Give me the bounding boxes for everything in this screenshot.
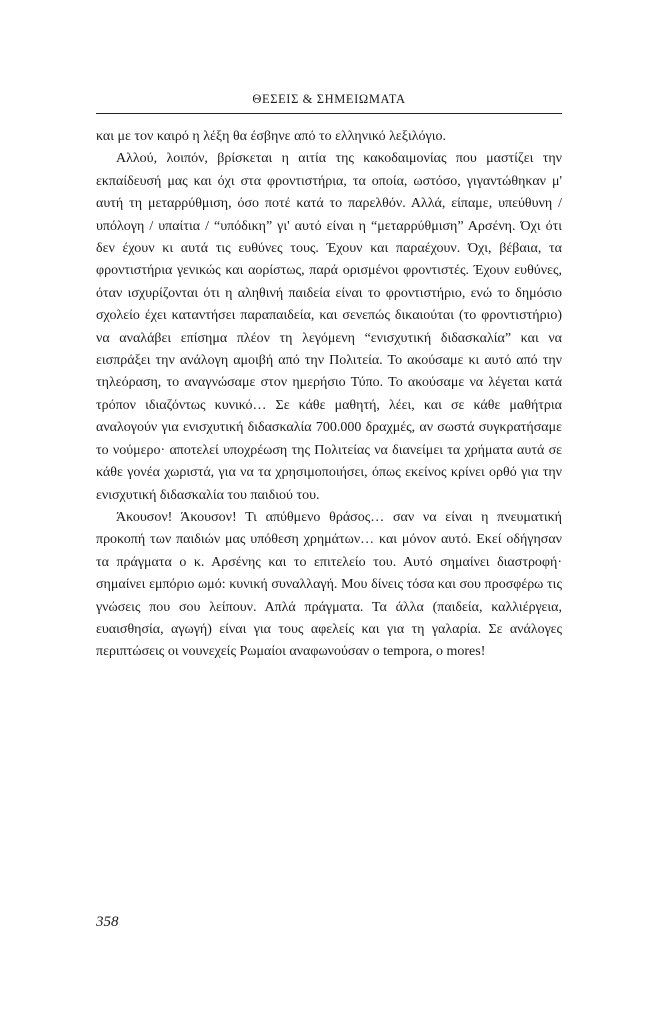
body-text	[96, 126, 562, 664]
page-number: 358	[96, 914, 119, 930]
paragraph: Άκουσον! Άκουσον! Τι απύθμενο θράσος… σαν να είναι η πνευματική προκοπή των παιδιών μας υπόθεση χρημάτων… και μόνον αυτό. Εκεί οδήγησαν τα πράγματα ο κ. Αρσένης και το επιτελείο του. Αυτό σημαίνει διαστροφή· σημαίνει εμπόριο ωμό: κυνική συναλλαγή. Μου δίνεις τόσα και σου προσφέρω τις γνώσεις που σου λείπουν. Απλά πράγματα. Τα άλλα (παιδεία, καλλιέργεια, ευαισθησία, αγωγή) είναι για τους αφελείς και για τη γαλαρία. Σε ανάλογες περιπτώσεις οι νουνεχείς Ρωμαίοι αναφωνούσαν o tempora, o mores!	[96, 509, 562, 660]
paragraph-continuation: και με τον καιρό η λέξη θα έσβηνε από το ελληνικό λεξιλόγιο.	[96, 129, 447, 144]
running-header-title: ΘΕΣΕΙΣ & ΣΗΜΕΙΩΜΑΤΑ	[252, 92, 406, 106]
header-rule	[96, 113, 562, 114]
paragraph: Αλλού, λοιπόν, βρίσκεται η αιτία της κακοδαιμονίας που μαστίζει την εκπαίδευσή μας και όχι στα φροντιστήρια, τα οποία, ωστόσο, γιγαντώθηκαν μ' αυτή τη μεταρρύθμιση, όσο ποτέ κατά το παρελθόν. Αλλά, είπαμε, υπεύθυνη / υπόλογη / υπαίτια / “υπόδικη” γι' αυτό είναι η “μεταρρύθμιση” Αρσένη. Όχι ότι δεν έχουν κι αυτά τις ευθύνες τους. Έχουν και παραέχουν. Όχι, βέβαια, τα φροντιστήρια γενικώς και αορίστως, παρά ορισμένοι φροντιστές. Έχουν ευθύνες, όταν ισχυρίζονται ότι η αληθινή παιδεία είναι το φροντιστήριο, ενώ το δημόσιο σχολείο έχει καταντήσει παραπαιδεία, και σενεπώς δικαιούται (το φροντιστήριο) να αναλάβει επίσημα πλέον τη λεγόμενη “ενισχυτική διδασκαλία” και να εισπράξει την ανάλογη αμοιβή από την Πολιτεία. Το ακούσαμε κι αυτό από την τηλεόραση, το αναγνώσαμε στον ημερήσιο Τύπο. Το ακούσαμε να λέγεται κατά τρόπον ιδιαζόντως κυνικό… Σε κάθε μαθητή, λέει, και σε κάθε μαθήτρια αναλογούν για ενισχυτική διδασκαλία 700.000 δραχμές, αν σωστά συγκρατήσαμε το νούμερο· αποτελεί υποχρέωση της Πολιτείας να διανείμει τα χρήματα αυτά σε κάθε γονέα χωριστά, για να τα χρησιμοποιήσει, όπως εκείνος κρίνει ορθό για την ενισχυτική διδασκαλία του παιδιού του.	[96, 151, 562, 503]
